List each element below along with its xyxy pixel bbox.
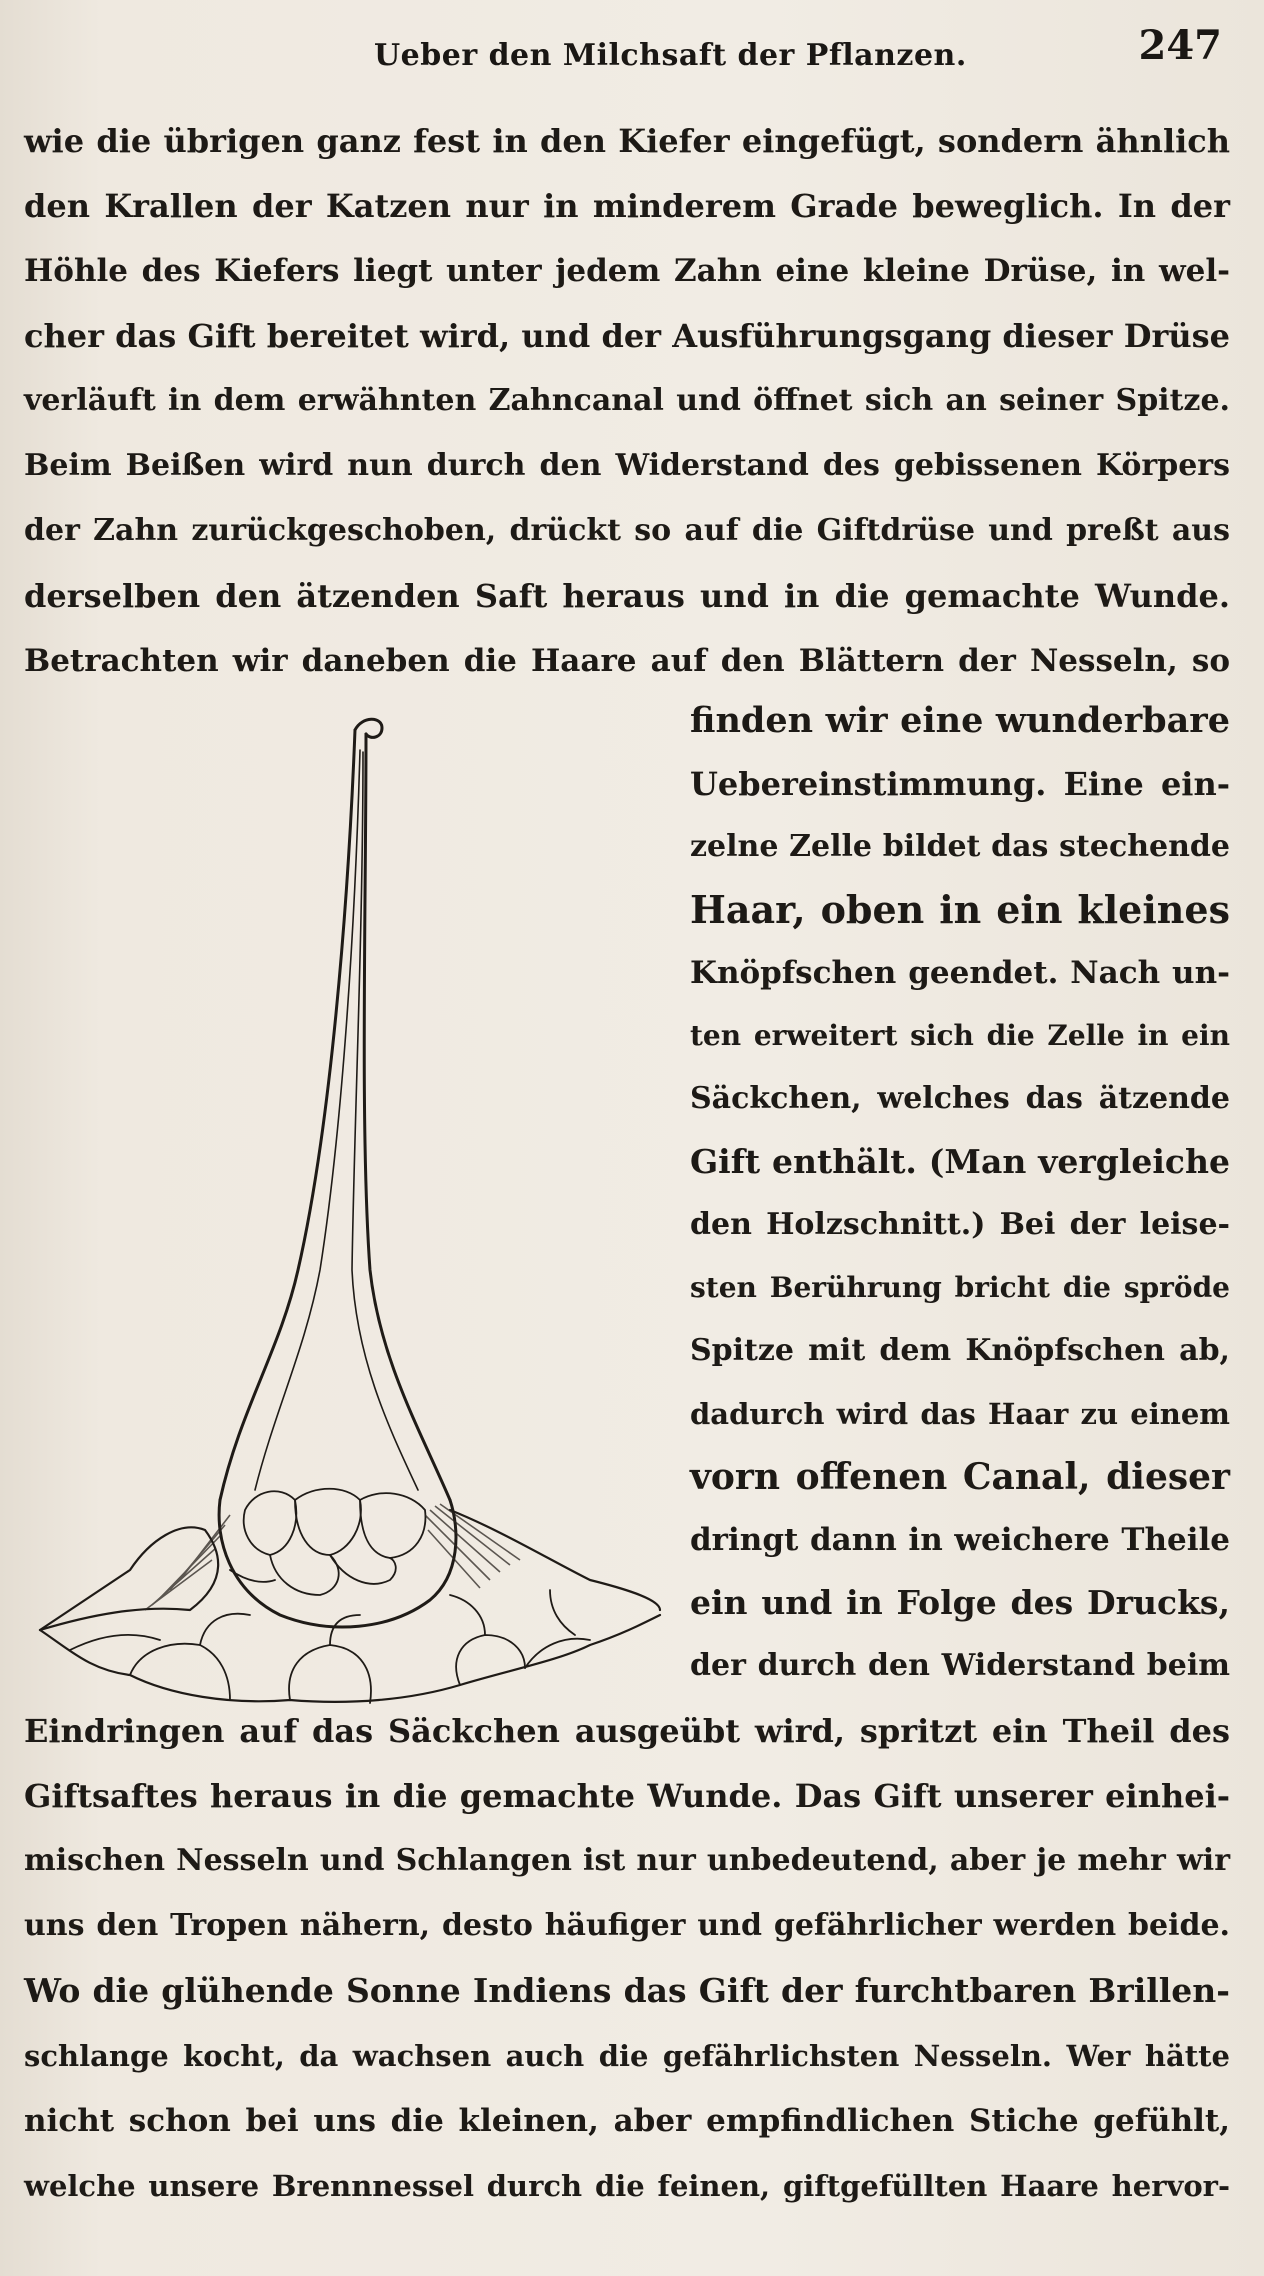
text-line: cher das Gift bereitet wird, und der Ausführungsgang dieser Drüse	[24, 317, 1230, 355]
text-line: der durch den Widerstand beim	[690, 1648, 1230, 1683]
text-line: nicht schon bei uns die kleinen, aber empfindlichen Stiche gefühlt,	[24, 2103, 1230, 2139]
text-line: welche unsere Brennnessel durch die feinen, giftgefüllten Haare hervor-	[24, 2169, 1230, 2203]
text-line: Säckchen, welches das ätzende	[690, 1081, 1230, 1116]
text-line: Beim Beißen wird nun durch den Widerstand des gebissenen Körpers	[24, 448, 1230, 483]
text-line: verläuft in dem erwähnten Zahncanal und öffnet sich an seiner Spitze.	[24, 383, 1230, 418]
text-line: uns den Tropen nähern, desto häufiger und gefährlicher werden beide.	[24, 1908, 1230, 1943]
text-line: wie die übrigen ganz fest in den Kiefer eingefügt, sondern ähnlich	[24, 122, 1230, 160]
text-line: Höhle des Kiefers liegt unter jedem Zahn eine kleine Drüse, in wel-	[24, 253, 1230, 289]
text-line: finden wir eine wunderbare	[690, 700, 1230, 741]
running-title: Ueber den Milchsaft der Pflanzen.	[374, 38, 967, 73]
text-line: Wo die glühende Sonne Indiens das Gift der furchtbaren Brillen-	[24, 1971, 1230, 2010]
text-line: zelne Zelle bildet das stechende	[690, 829, 1230, 864]
text-line: Giftsaftes heraus in die gemachte Wunde. Das Gift unserer einhei-	[24, 1777, 1230, 1815]
text-line: Spitze mit dem Knöpfschen ab,	[690, 1333, 1230, 1368]
text-line: vorn offenen Canal, dieser	[690, 1456, 1230, 1498]
text-line: sten Berührung bricht die spröde	[690, 1271, 1230, 1304]
text-line: der Zahn zurückgeschoben, drückt so auf die Giftdrüse und preßt aus	[24, 513, 1230, 548]
text-line: Knöpfschen geendet. Nach un-	[690, 955, 1230, 991]
text-line: den Krallen der Katzen nur in minderem Grade beweglich. In der	[24, 187, 1230, 225]
text-line: den Holzschnitt.) Bei der leise-	[690, 1207, 1230, 1242]
woodcut-stinging-hair	[30, 710, 670, 1720]
text-line: dadurch wird das Haar zu einem	[690, 1397, 1230, 1431]
text-line: mischen Nesseln und Schlangen ist nur unbedeutend, aber je mehr wir	[24, 1843, 1230, 1878]
text-line: schlange kocht, da wachsen auch die gefährlichsten Nesseln. Wer hätte	[24, 2039, 1230, 2073]
text-line: Uebereinstimmung. Eine ein-	[690, 765, 1230, 803]
page-number: 247	[1138, 22, 1222, 69]
text-line: Haar, oben in ein kleines	[690, 887, 1230, 932]
text-line: derselben den ätzenden Saft heraus und in die gemachte Wunde.	[24, 577, 1230, 615]
text-line: ten erweitert sich die Zelle in ein	[690, 1019, 1230, 1052]
text-line: Betrachten wir daneben die Haare auf den Blättern der Nesseln, so	[24, 643, 1230, 679]
text-line: Eindringen auf das Säckchen ausgeübt wird, spritzt ein Theil des	[24, 1712, 1230, 1750]
text-line: dringt dann in weichere Theile	[690, 1522, 1230, 1558]
text-line: Gift enthält. (Man vergleiche	[690, 1142, 1230, 1181]
text-line: ein und in Folge des Drucks,	[690, 1583, 1230, 1622]
